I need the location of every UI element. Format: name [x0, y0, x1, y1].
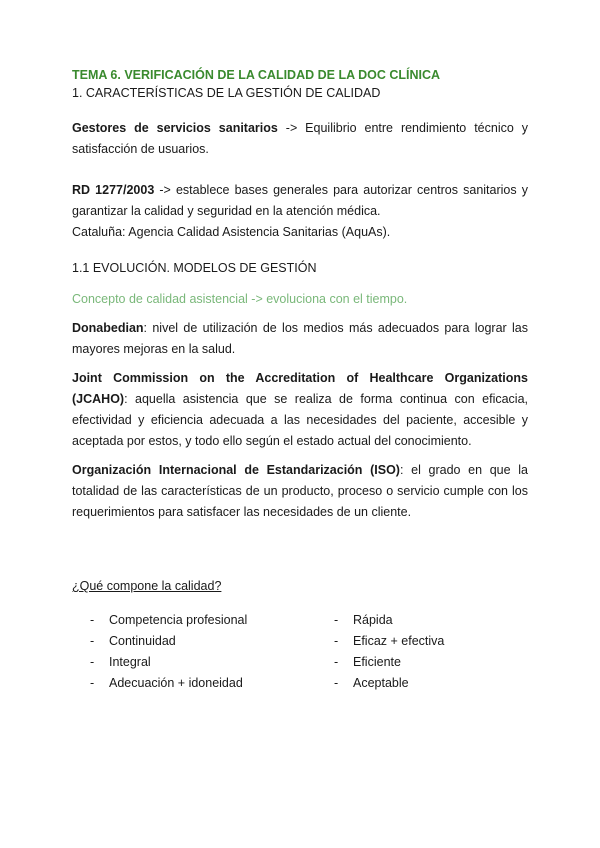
list-dash: -	[90, 634, 95, 648]
text-iso: : el grado en que la totalidad de las características de un producto, proceso o servicio cumple con los requerimientos para satisfacer las necesidades de un cliente.	[72, 463, 528, 519]
list-item-text: Integral	[109, 655, 151, 669]
list-dash: -	[334, 613, 339, 627]
list-item	[334, 652, 444, 673]
term-jcaho: Joint Commission on the Accreditation of Healthcare Organizations (JCAHO)	[72, 371, 528, 406]
list-dash: -	[90, 655, 95, 669]
list-dash: -	[90, 613, 95, 627]
list-item-text: Continuidad	[109, 634, 176, 648]
term-donabedian: Donabedian	[72, 321, 144, 335]
text-jcaho: : aquella asistencia que se realiza de forma continua con eficacia, efectividad y eficiencia adecuada a las necesidades del paciente, accesible y aceptada por estos, y todo ello según el estado actual del conocimiento.	[72, 392, 528, 448]
list-column-left	[90, 610, 247, 694]
list-item-text: Aceptable	[353, 676, 409, 690]
paragraph-rd	[72, 180, 528, 222]
text-rd: -> establece bases generales para autorizar centros sanitarios y garantizar la calidad y seguridad en la atención médica.	[72, 183, 528, 218]
list-item	[334, 673, 444, 694]
text-donabedian: : nivel de utilización de los medios más adecuados para lograr las mayores mejoras en la salud.	[72, 321, 528, 356]
list-dash: -	[334, 634, 339, 648]
term-iso: Organización Internacional de Estandarización (ISO)	[72, 463, 400, 477]
list-item	[334, 610, 444, 631]
list-dash: -	[334, 655, 339, 669]
list-item	[334, 631, 444, 652]
page-title: TEMA 6. VERIFICACIÓN DE LA CALIDAD DE LA DOC CLÍNICA	[72, 68, 441, 82]
list-item-text: Competencia profesional	[109, 613, 248, 627]
list-item	[90, 610, 247, 631]
list-item-text: Adecuación + idoneidad	[109, 676, 243, 690]
list-item	[90, 673, 247, 694]
paragraph-concepto: Concepto de calidad asistencial -> evoluciona con el tiempo.	[72, 292, 408, 306]
text-gestores: -> Equilibrio entre rendimiento técnico y satisfacción de usuarios.	[72, 121, 528, 156]
list-dash: -	[334, 676, 339, 690]
list-item-text: Eficiente	[353, 655, 401, 669]
list-item-text: Eficaz + efectiva	[353, 634, 445, 648]
paragraph-gestores	[72, 118, 528, 160]
paragraph-cataluna: Cataluña: Agencia Calidad Asistencia Sanitarias (AquAs).	[72, 225, 391, 239]
paragraph-iso	[72, 460, 528, 523]
document-page	[72, 66, 528, 523]
list-dash: -	[90, 676, 95, 690]
list-item	[90, 631, 247, 652]
list-column-right	[334, 610, 444, 694]
question-heading: ¿Qué compone la calidad?	[72, 579, 222, 593]
section-heading-1: 1. CARACTERÍSTICAS DE LA GESTIÓN DE CALIDAD	[72, 86, 381, 100]
section-heading-1-1: 1.1 EVOLUCIÓN. MODELOS DE GESTIÓN	[72, 261, 317, 275]
paragraph-jcaho	[72, 368, 528, 452]
list-item-text: Rápida	[353, 613, 393, 627]
term-rd: RD 1277/2003	[72, 183, 155, 197]
paragraph-donabedian	[72, 318, 528, 360]
list-item	[90, 652, 247, 673]
term-gestores: Gestores de servicios sanitarios	[72, 121, 278, 135]
